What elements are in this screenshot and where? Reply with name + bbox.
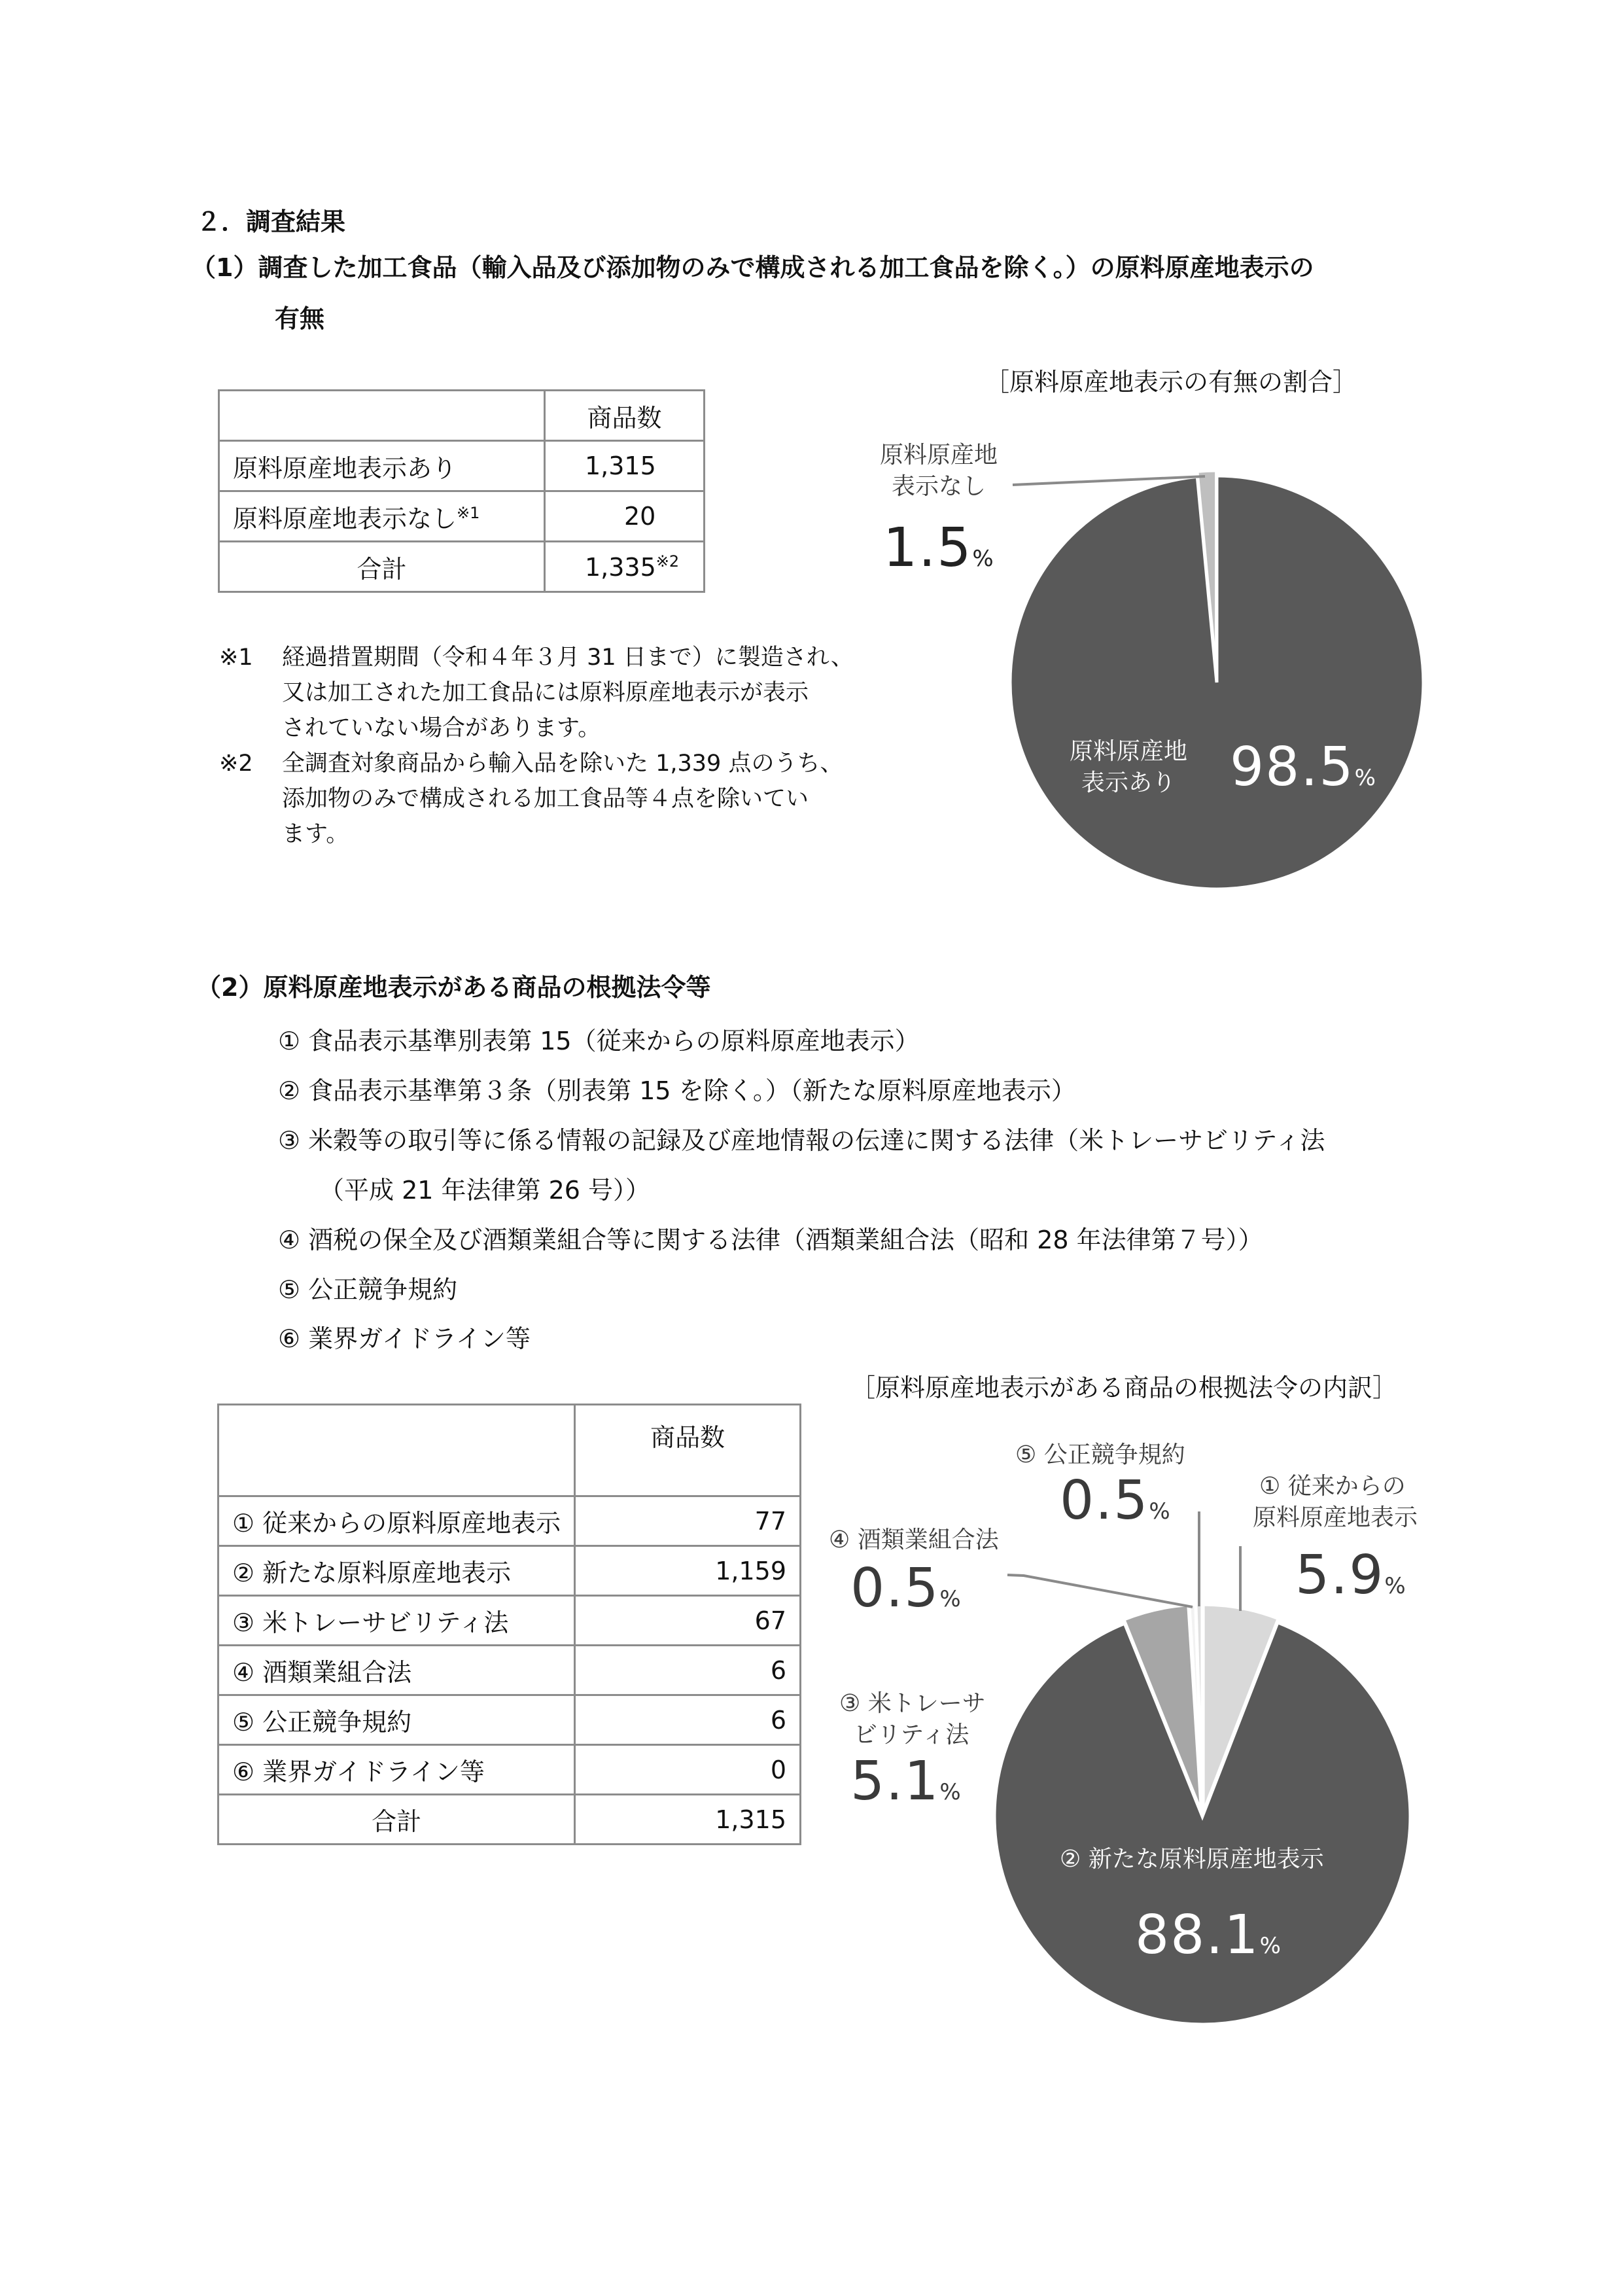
footnote-mark: ※2 (219, 751, 253, 777)
row-value-text: 1,315 (585, 451, 656, 480)
law-item-mark: ③ (278, 1126, 301, 1155)
percent-sign: % (1259, 1933, 1282, 1959)
law-item-mark: ⑤ (278, 1275, 301, 1304)
pie2-pct-4 (850, 1557, 962, 1619)
row-value: 77 (575, 1496, 801, 1546)
row-label: ④ 酒類業組合法 (218, 1646, 575, 1695)
law-item-3-cont: （平成 21 年法律第 26 号）） (319, 1176, 651, 1205)
law-item-mark: ④ (278, 1226, 301, 1254)
pie2-pct-5 (1060, 1470, 1172, 1532)
pie2-title: ［原料原産地表示がある商品の根拠法令の内訳］ (850, 1373, 1398, 1402)
section-title: ２．調査結果 (196, 207, 346, 236)
footnote-text: 添加物のみで構成される加工食品等４点を除いてい (282, 786, 809, 812)
percent-sign: % (1384, 1573, 1407, 1599)
pie2-pct-value: 88.1 (1135, 1904, 1260, 1966)
pie1-label-line: 表示あり (1081, 769, 1176, 796)
row-label: ① 従来からの原料原産地表示 (218, 1496, 575, 1546)
footnote-text: 又は加工された加工食品には原料原産地表示が表示 (282, 680, 809, 706)
law-item-mark: ① (278, 1027, 301, 1055)
pie1-label-line: 表示なし (892, 473, 986, 500)
row-value-text: 20 (624, 502, 656, 531)
subsection-2-title: （2）原料原産地表示がある商品の根拠法令等 (196, 973, 711, 1002)
row-value: 6 (575, 1646, 801, 1695)
pie2-label-line: ① 従来からの (1259, 1473, 1406, 1500)
row-label-text: 合計 (357, 554, 407, 584)
row-value: 1,159 (575, 1546, 801, 1596)
percent-sign: % (939, 1779, 962, 1805)
percent-sign: % (1354, 765, 1377, 791)
row-label: 合計 (218, 1795, 575, 1845)
pie2-label-2 (1060, 1844, 1324, 1875)
law-item-text: 公正競争規約 (308, 1275, 458, 1304)
subsection-1-title: （1）調査した加工食品（輸入品及び添加物のみで構成される加工食品を除く。）の原料原産地表示の (191, 253, 1314, 282)
pie2-label-line: ③ 米トレーサ (839, 1690, 986, 1717)
pie2-pct-value: 5.9 (1295, 1544, 1385, 1606)
pie2-label-line: ⑤ 公正競争規約 (1015, 1441, 1185, 1468)
footnote-text: 全調査対象商品から輸入品を除いた 1,339 点のうち、 (282, 751, 843, 777)
law-item-text: 業界ガイドライン等 (308, 1324, 531, 1353)
percent-sign: % (972, 546, 995, 572)
row-label: ⑥ 業界ガイドライン等 (218, 1745, 575, 1795)
footnote-mark: ※1 (457, 503, 480, 522)
pie2-label-1 (1253, 1471, 1418, 1534)
law-item-text: 酒税の保全及び酒類業組合等に関する法律（酒類業組合法（昭和 28 年法律第７号）） (308, 1226, 1263, 1254)
law-item-mark: ⑥ (278, 1324, 301, 1353)
subsection-1-title-cont: 有無 (275, 304, 325, 333)
header-cell: 商品数 (545, 391, 705, 441)
row-label: ⑤ 公正競争規約 (218, 1695, 575, 1745)
row-value-text: 1,335 (585, 552, 656, 582)
footnote-text: されていない場合があります。 (282, 715, 601, 741)
pie2-leader-line-4 (1007, 1575, 1193, 1607)
pie2-label-line: ビリティ法 (854, 1722, 969, 1748)
percent-sign: % (1149, 1498, 1172, 1525)
footnote-text: 経過措置期間（令和４年３月 31 日まで）に製造され、 (282, 645, 854, 671)
pie2-pct-3 (850, 1750, 962, 1812)
footnote-mark: ※1 (219, 645, 253, 671)
law-item-mark: ② (278, 1076, 301, 1105)
pie1-label-line: 原料原産地 (1070, 738, 1188, 765)
pie2-label-line: ④ 酒類業組合法 (829, 1527, 999, 1553)
row-label: ② 新たな原料原産地表示 (218, 1546, 575, 1596)
pie2-pct-2 (1135, 1904, 1282, 1966)
row-label: ③ 米トレーサビリティ法 (218, 1596, 575, 1646)
row-value: 0 (575, 1745, 801, 1795)
law-item-text: 米穀等の取引等に係る情報の記録及び産地情報の伝達に関する法律（米トレーサビリティ法 (308, 1126, 1325, 1155)
pie2-label-3 (839, 1688, 986, 1751)
pie1-title: ［原料原産地表示の有無の割合］ (985, 368, 1358, 397)
footnote-mark: ※2 (655, 552, 680, 571)
pie2-label-5 (1015, 1439, 1185, 1471)
row-value: 1,315 (575, 1795, 801, 1845)
pie1-label-line: 原料原産地 (880, 442, 998, 468)
pie2-label-4 (829, 1525, 999, 1556)
pie2-pct-value: 5.1 (850, 1750, 940, 1812)
pie2-pct-1 (1295, 1544, 1407, 1606)
pie2-label-line: ② 新たな原料原産地表示 (1060, 1846, 1324, 1873)
footnote-text: ます。 (282, 821, 349, 847)
percent-sign: % (939, 1586, 962, 1612)
law-item-text: 食品表示基準別表第 15（従来からの原料原産地表示） (308, 1027, 920, 1055)
pie1-pct-value: 98.5 (1230, 736, 1355, 798)
pie2-label-line: 原料原産地表示 (1253, 1504, 1418, 1531)
row-value: 6 (575, 1695, 801, 1745)
row-label-text: 原料原産地表示あり (233, 453, 457, 483)
row-label-text: 原料原産地表示なし (233, 504, 457, 533)
row-value: 67 (575, 1596, 801, 1646)
pie1-pct-value: 1.5 (883, 517, 973, 579)
law-item-text: 食品表示基準第３条（別表第 15 を除く。）（新たな原料原産地表示） (308, 1076, 1076, 1105)
pie2-pct-value: 0.5 (850, 1557, 940, 1619)
header-cell: 商品数 (575, 1405, 801, 1496)
pie2-pct-value: 0.5 (1060, 1470, 1149, 1532)
